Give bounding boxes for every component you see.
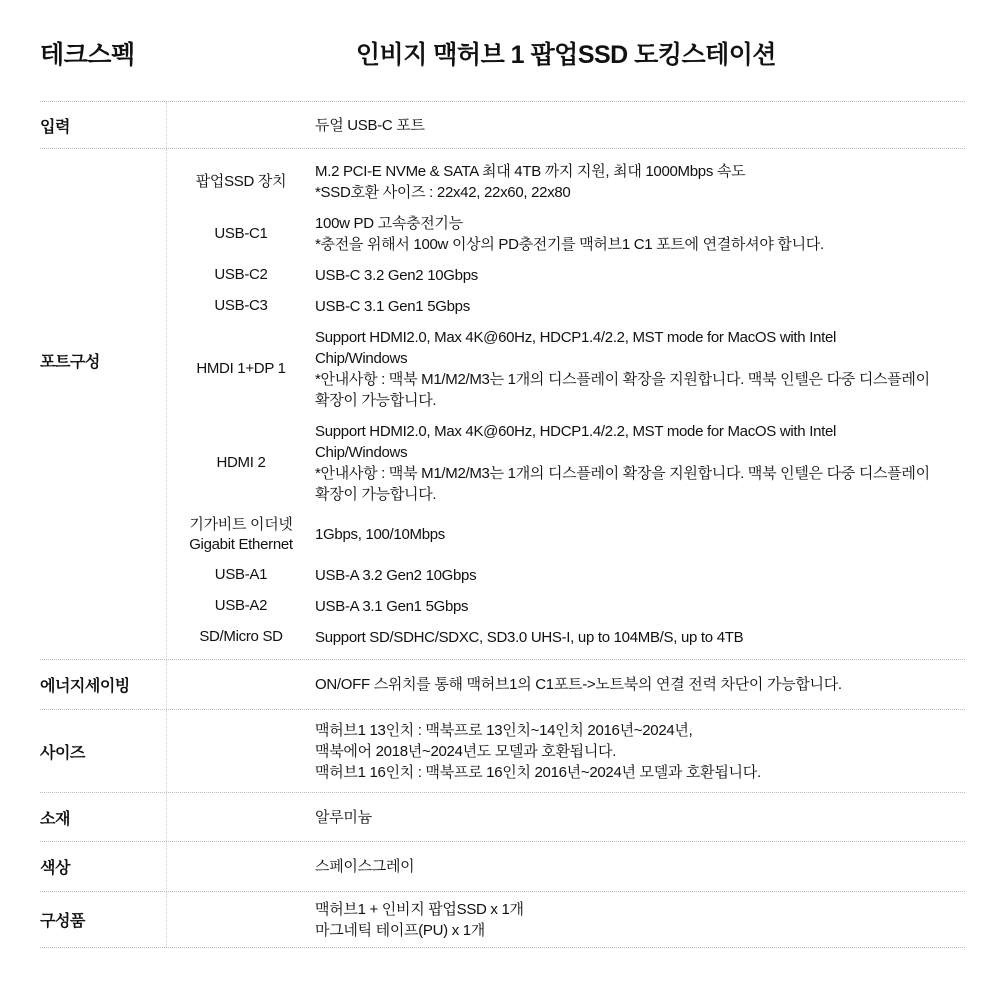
table-row-size xyxy=(40,709,965,792)
value-line: 알루미늄 xyxy=(315,808,372,826)
value-line: Chip/Windows xyxy=(315,443,408,461)
table-row-components xyxy=(40,891,965,947)
row-body xyxy=(167,660,965,709)
sub-label: USB-A1 xyxy=(214,566,268,583)
spec-item xyxy=(167,851,965,882)
value-line: *SSD호환 사이즈 : 22x42, 22x60, 22x80 xyxy=(315,183,571,201)
table-row-energy-saving xyxy=(40,659,965,709)
table-row-input xyxy=(40,101,965,148)
value-line: 확장이 가능합니다. xyxy=(315,391,437,409)
value-line: 100w PD 고속충전기능 xyxy=(315,214,463,232)
spec-value xyxy=(315,296,965,317)
row-label: 소재 xyxy=(40,793,167,841)
spec-item xyxy=(167,510,965,560)
row-label: 사이즈 xyxy=(40,710,167,792)
value-line: 듀얼 USB-C 포트 xyxy=(315,116,425,134)
value-line: Support HDMI2.0, Max 4K@60Hz, HDCP1.4/2.2, MST mode for MacOS with Intel xyxy=(315,328,837,346)
sub-label-line: 기가비트 이더넷 xyxy=(189,515,293,533)
value-line: Support SD/SDHC/SDXC, SD3.0 UHS-I, up to 104MB/S, up to 4TB xyxy=(315,628,744,646)
table-row-color xyxy=(40,841,965,891)
value-line: 맥허브1 16인치 : 맥북프로 16인치 2016년~2024년 모델과 호환됩니다. xyxy=(315,763,761,781)
spec-item xyxy=(167,622,965,653)
spec-item xyxy=(167,110,965,141)
spec-item xyxy=(167,291,965,322)
spec-value xyxy=(315,565,965,586)
value-line: *충전을 위해서 100w 이상의 PD충전기를 맥허브1 C1 포트에 연결하셔야 합니다. xyxy=(315,235,824,253)
spec-table xyxy=(40,101,965,948)
spec-value xyxy=(315,161,965,203)
spec-item xyxy=(167,669,965,700)
sub-label: USB-C2 xyxy=(214,266,268,283)
spec-value xyxy=(315,213,965,255)
page-header xyxy=(40,0,965,101)
spec-value xyxy=(315,524,965,545)
spec-item xyxy=(167,156,965,208)
spec-value xyxy=(315,674,965,695)
value-line: 마그네틱 테이프(PU) x 1개 xyxy=(315,921,485,939)
sub-label: HMDI 1+DP 1 xyxy=(196,359,286,377)
spec-item xyxy=(167,560,965,591)
spec-value xyxy=(315,115,965,136)
value-line: *안내사항 : 맥북 M1/M2/M3는 1개의 디스플레이 확장을 지원합니다. 맥북 인텔은 다중 디스플레이 xyxy=(315,464,930,482)
page-title: 인비지 맥허브 1 팝업SSD 도킹스테이션 xyxy=(355,40,777,69)
value-line: USB-C 3.2 Gen2 10Gbps xyxy=(315,266,478,284)
sub-label-line: Gigabit Ethernet xyxy=(189,535,293,553)
value-line: *안내사항 : 맥북 M1/M2/M3는 1개의 디스플레이 확장을 지원합니다. 맥북 인텔은 다중 디스플레이 xyxy=(315,370,930,388)
value-line: ON/OFF 스위치를 통해 맥허브1의 C1포트->노트북의 연결 전력 차단이 가능합니다. xyxy=(315,676,842,693)
spec-item xyxy=(167,802,965,833)
value-line: 맥북에어 2018년~2024년도 모델과 호환됩니다. xyxy=(315,742,617,760)
sub-label: HDMI 2 xyxy=(216,453,266,471)
value-line: 맥허브1 + 인비지 팝업SSD x 1개 xyxy=(315,900,524,918)
row-body xyxy=(167,149,965,659)
row-label: 포트구성 xyxy=(40,149,167,659)
value-line: 1Gbps, 100/10Mbps xyxy=(315,526,445,543)
spec-value xyxy=(315,596,965,617)
spec-item xyxy=(167,322,965,416)
section-label: 테크스펙 xyxy=(40,40,135,69)
row-body xyxy=(167,892,965,947)
spec-item xyxy=(167,894,965,946)
value-line: Support HDMI2.0, Max 4K@60Hz, HDCP1.4/2.2, MST mode for MacOS with Intel xyxy=(315,422,837,440)
row-body xyxy=(167,710,965,792)
spec-item xyxy=(167,715,965,788)
row-body xyxy=(167,102,965,148)
value-line: USB-A 3.1 Gen1 5Gbps xyxy=(315,597,469,615)
value-line: 스페이스그레이 xyxy=(315,858,415,875)
row-label: 색상 xyxy=(40,842,167,891)
table-row-ports xyxy=(40,148,965,659)
spec-item xyxy=(167,591,965,622)
row-body xyxy=(167,793,965,841)
value-line: Chip/Windows xyxy=(315,349,408,367)
row-label: 구성품 xyxy=(40,892,167,947)
table-row-material xyxy=(40,792,965,841)
spec-item xyxy=(167,208,965,260)
row-label: 에너지세이빙 xyxy=(40,660,167,709)
value-line: 확장이 가능합니다. xyxy=(315,485,437,503)
value-line: M.2 PCI-E NVMe & SATA 최대 4TB 까지 지원, 최대 1000Mbps 속도 xyxy=(315,162,746,180)
spec-value xyxy=(315,327,965,411)
sub-label: USB-C3 xyxy=(214,297,268,314)
value-line: USB-A 3.2 Gen2 10Gbps xyxy=(315,566,477,584)
row-body xyxy=(167,842,965,891)
value-line: 맥허브1 13인치 : 맥북프로 13인치~14인치 2016년~2024년, xyxy=(315,721,693,739)
spec-value xyxy=(315,899,965,941)
sub-label: USB-C1 xyxy=(214,224,268,242)
sub-label: USB-A2 xyxy=(214,597,268,614)
spec-value xyxy=(315,720,965,783)
spec-value xyxy=(315,265,965,286)
sub-label: SD/Micro SD xyxy=(199,628,283,645)
sub-label: 팝업SSD 장치 xyxy=(195,172,287,190)
row-label: 입력 xyxy=(40,102,167,148)
spec-value xyxy=(315,856,965,877)
spec-value xyxy=(315,627,965,648)
spec-value xyxy=(315,807,965,828)
spec-item xyxy=(167,260,965,291)
spec-item xyxy=(167,416,965,510)
value-line: USB-C 3.1 Gen1 5Gbps xyxy=(315,297,470,315)
spec-value xyxy=(315,421,965,505)
sub-label xyxy=(167,515,315,555)
